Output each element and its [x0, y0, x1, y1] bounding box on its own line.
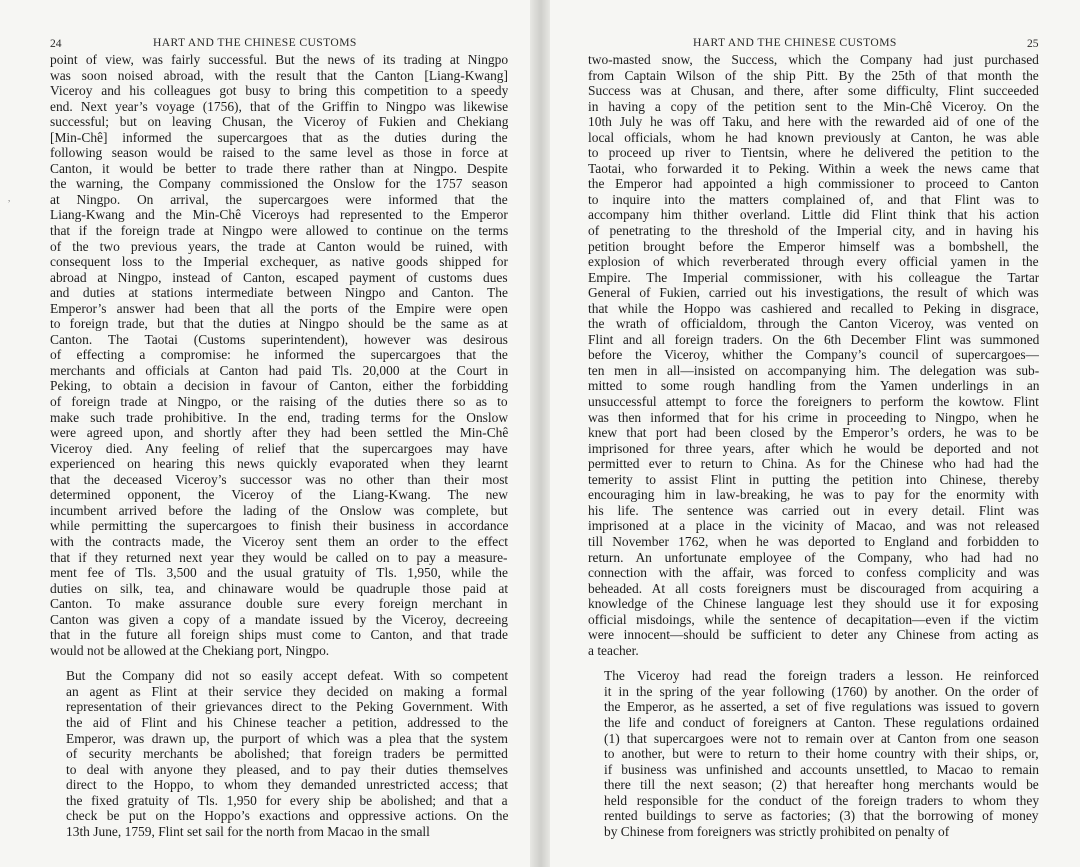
text-line: that if they returned next year they would be called on to pay a measure- [50, 549, 508, 565]
paragraph [50, 52, 508, 658]
text-line: encouraging him in law-breaking, he was to pay for the enormity with [588, 487, 1039, 503]
text-line: determined opponent, the Viceroy of the Liang-Kwang. The new [50, 487, 508, 503]
text-line: permitted ever to return to China. As for the Chinese who had had the [588, 456, 1039, 472]
text-line: of security merchants be abolished; that foreign traders be permitted [66, 746, 508, 762]
body-text [588, 52, 1039, 839]
text-line: Flint and all foreign traders. On the 6th December Flint was summoned [588, 331, 1039, 347]
text-line: Success was at Chusan, and there, after some difficulty, Flint succeeded [588, 83, 1039, 99]
text-line: of foreign trade at Ningpo, or the raising of the duties there so as to [50, 394, 508, 410]
page-number: 25 [1027, 37, 1039, 50]
text-line: (1) that supercargoes were not to remain over at Canton from one season [604, 730, 1039, 746]
text-line: point of view, was fairly successful. But the news of its trading at Ningpo [50, 52, 508, 67]
running-head: HART AND THE CHINESE CUSTOMS [153, 36, 357, 49]
text-line: Canton, it would be better to trade there rather than at Ningpo. Despite [50, 160, 508, 176]
text-line: two-masted snow, the Success, which the Company had just purchased [588, 52, 1039, 67]
text-line: Canton. The Taotai (Customs superintendent), however was desirous [50, 331, 508, 347]
text-line: consequent loss to the Imperial exchequer, as native goods shipped for [50, 254, 508, 270]
text-line: 13th June, 1759, Flint set sail for the north from Macao in the small [66, 823, 430, 839]
text-line: there till the next season; (2) that hereafter hong merchants would be [604, 777, 1039, 793]
text-line: the life and conduct of foreigners at Canton. These regulations ordained [604, 714, 1039, 730]
text-line: at Ningpo. On arrival, the supercargoes were informed that the [50, 191, 508, 207]
text-line: that while the Hoppo was cashiered and recalled to Peking in disgrace, [588, 300, 1039, 316]
text-line: knowledge of the Chinese language lest they should use it for exposing [588, 596, 1039, 612]
text-line: local officials, whom he had known previously at Canton, he was able [588, 129, 1039, 145]
text-line: return. An unfortunate employee of the Company, who had had no [588, 549, 1039, 565]
text-line: accompany him thither overland. Little did Flint think that his action [588, 207, 1039, 223]
text-line: an agent as Flint at their service they decided on making a formal [66, 683, 508, 699]
text-line: Taotai, who forwarded it to Peking. Within a week the news came that [588, 160, 1039, 176]
text-line: merchants and officials at Canton had paid Tls. 20,000 at the Court in [50, 362, 508, 378]
text-line: Liang-Kwang and the Min-Chê Viceroys had represented to the Emperor [50, 207, 508, 223]
text-line: Canton. To make assurance double sure every foreign merchant in [50, 596, 508, 612]
text-line: mitted to some rough handling from the Yamen underlings in an [588, 378, 1039, 394]
text-line: while permitting the supercargoes to finish their business in accordance [50, 518, 508, 534]
paragraph [588, 668, 1039, 839]
page-number: 24 [50, 37, 62, 50]
text-line: make such trade prohibitive. In the end, trading terms for the Onslow [50, 409, 508, 425]
text-line: abroad at Ningpo, instead of Canton, escaped payment of customs dues [50, 269, 508, 285]
text-line: representation of their grievances direct to the Peking Government. With [66, 699, 508, 715]
text-line: explosion of which reverberated through every official yamen in the [588, 254, 1039, 270]
paragraph [588, 52, 1039, 658]
text-line: by Chinese from foreigners was strictly prohibited on penalty of [604, 823, 950, 839]
text-line: official misdoings, while the sentence of decapitation—even if the victim [588, 611, 1039, 627]
text-line: rented buildings to serve as factories; (3) that the borrowing of money [604, 808, 1039, 824]
text-line: petition brought before the Emperor himself was a bombshell, the [588, 238, 1039, 254]
text-line: the fixed gratuity of Tls. 1,950 for every ship be abolished; and that a [66, 792, 508, 808]
text-line: experienced on hearing this news quickly evaporated when they learnt [50, 456, 508, 472]
text-line: to another, but were to return to their home country with their ships, or, [604, 746, 1039, 762]
text-line: temerity to assist Flint in putting the petition into Chinese, thereby [588, 471, 1039, 487]
text-line: But the Company did not so easily accept defeat. With so competent [66, 668, 508, 684]
text-line: [Min-Chê] informed the supercargoes that as the duties during the [50, 129, 508, 145]
text-line: Empire. The Imperial commissioner, with his colleague the Tartar [588, 269, 1039, 285]
book-gutter [530, 0, 550, 867]
text-line: imprisoned at a place in the vicinity of Macao, and was not released [588, 518, 1039, 534]
text-line: it in the spring of the year following (1760) by another. On the order of [604, 683, 1039, 699]
text-line: knew that port had been closed by the Emperor’s orders, he was to be [588, 425, 1039, 441]
text-line: check be put on the Hoppo’s exactions and oppressive actions. On the [66, 808, 508, 824]
text-line: General of Fukien, carried out his investigations, the result of which was [588, 285, 1039, 301]
text-line: connection with the affair, was forced to confess complicity and was [588, 565, 1039, 581]
text-line: was then informed that for his crime in proceeding to Ningpo, when he [588, 409, 1039, 425]
text-line: that in the future all foreign ships must come to Canton, and that trade [50, 627, 508, 643]
text-line: to proceed up river to Tientsin, where he delivered the petition to the [588, 145, 1039, 161]
text-line: to deal with anyone they pleased, and to pay their duties themselves [66, 761, 508, 777]
text-line: that if the foreign trade at Ningpo were allowed to continue on the terms [50, 223, 508, 239]
text-line: before the Viceroy, whither the Company’s council of supercargoes— [588, 347, 1039, 363]
text-line: Peking, to obtain a decision in favour of Canton, either the forbidding [50, 378, 508, 394]
text-line: held responsible for the conduct of the foreign traders to whom they [604, 792, 1039, 808]
paragraph [50, 668, 508, 839]
text-line: direct to the Hoppo, to whom they demanded unrestricted access; that [66, 777, 508, 793]
text-line: from Captain Wilson of the ship Pitt. By the 25th of that month the [588, 67, 1039, 83]
text-line: would not be allowed at the Chekiang port, Ningpo. [50, 642, 330, 658]
text-line: if business was unfinished and accounts unsettled, to Macao to remain [604, 761, 1039, 777]
text-line: Emperor, was drawn up, the purport of which was a plea that the system [66, 730, 508, 746]
text-line: in having a copy of the petition sent to the Min-Chê Viceroy. On the [588, 98, 1039, 114]
right-page [550, 0, 1080, 867]
text-line: the Emperor, as he asserted, a set of five regulations was issued to govern [604, 699, 1039, 715]
text-line: imprisoned for three years, after which he would be deported and not [588, 440, 1039, 456]
text-line: Viceroy died. Any feeling of relief that the supercargoes may have [50, 440, 508, 456]
text-line: were innocent—should be sufficient to deter any Chinese from acting as [588, 627, 1039, 643]
running-head: HART AND THE CHINESE CUSTOMS [693, 36, 897, 49]
text-line: of the two previous years, the trade at Canton would be ruined, with [50, 238, 508, 254]
text-line: the aid of Flint and his Chinese teacher a petition, addressed to the [66, 714, 508, 730]
text-line: ten men in all—insisted on accompanying him. The delegation was sub- [588, 362, 1039, 378]
text-line: 10th July he was off Taku, and here with the rewarded aid of one of the [588, 114, 1039, 130]
text-line: was soon noised abroad, with the result that the Canton [Liang-Kwang] [50, 67, 508, 83]
text-line: incumbent arrived before the lading of the Onslow was complete, but [50, 502, 508, 518]
text-line: end. Next year’s voyage (1756), that of the Griffin to Ningpo was likewise [50, 98, 508, 114]
text-line: of effecting a compromise: he informed the supercargoes that the [50, 347, 508, 363]
text-line: the warning, the Company commissioned the Onslow for the 1757 season [50, 176, 508, 192]
text-line: Viceroy and his colleagues got busy to bring this competition to a speedy [50, 83, 508, 99]
text-line: Canton was given a copy of a mandate issued by the Viceroy, decreeing [50, 611, 508, 627]
text-line: ment fee of Tls. 3,500 and the usual gratuity of Tls. 1,950, while the [50, 565, 508, 581]
text-line: were agreed upon, and shortly after they had been settled the Min-Chê [50, 425, 508, 441]
text-line: The Viceroy had read the foreign traders a lesson. He reinforced [604, 668, 1039, 684]
text-line: with the contracts made, the Viceroy sent them an order to the effect [50, 533, 508, 549]
body-text [50, 52, 508, 839]
margin-mark: , [8, 193, 11, 203]
text-line: his life. The sentence was carried out in every detail. Flint was [588, 502, 1039, 518]
text-line: of penetrating to the threshold of the Imperial city, and in having his [588, 223, 1039, 239]
text-line: unsuccessful attempt to force the foreigners to perform the kowtow. Flint [588, 394, 1039, 410]
text-line: to inquire into the matters complained of, and that Flint was to [588, 191, 1039, 207]
text-line: a teacher. [588, 642, 639, 658]
text-line: Emperor’s answer had been that all the ports of the Empire were open [50, 300, 508, 316]
left-page [0, 0, 530, 867]
text-line: the Emperor had appointed a high commissioner to proceed to Canton [588, 176, 1039, 192]
text-line: that the deceased Viceroy’s successor was no other than their most [50, 471, 508, 487]
text-line: and duties at stations intermediate between Ningpo and Canton. The [50, 285, 508, 301]
text-line: successful; but on leaving Chusan, the Viceroy of Fukien and Chekiang [50, 114, 508, 130]
text-line: to foreign trade, but that the duties at Ningpo should be the same as at [50, 316, 508, 332]
text-line: till November 1762, when he was deported to England and forbidden to [588, 533, 1039, 549]
text-line: duties on silk, tea, and chinaware would be quadruple those paid at [50, 580, 508, 596]
text-line: the wrath of officialdom, through the Canton Viceroy, was vented on [588, 316, 1039, 332]
text-line: beheaded. At all costs foreigners must be discouraged from acquiring a [588, 580, 1039, 596]
text-line: following season would be raised to the same level as those in force at [50, 145, 508, 161]
